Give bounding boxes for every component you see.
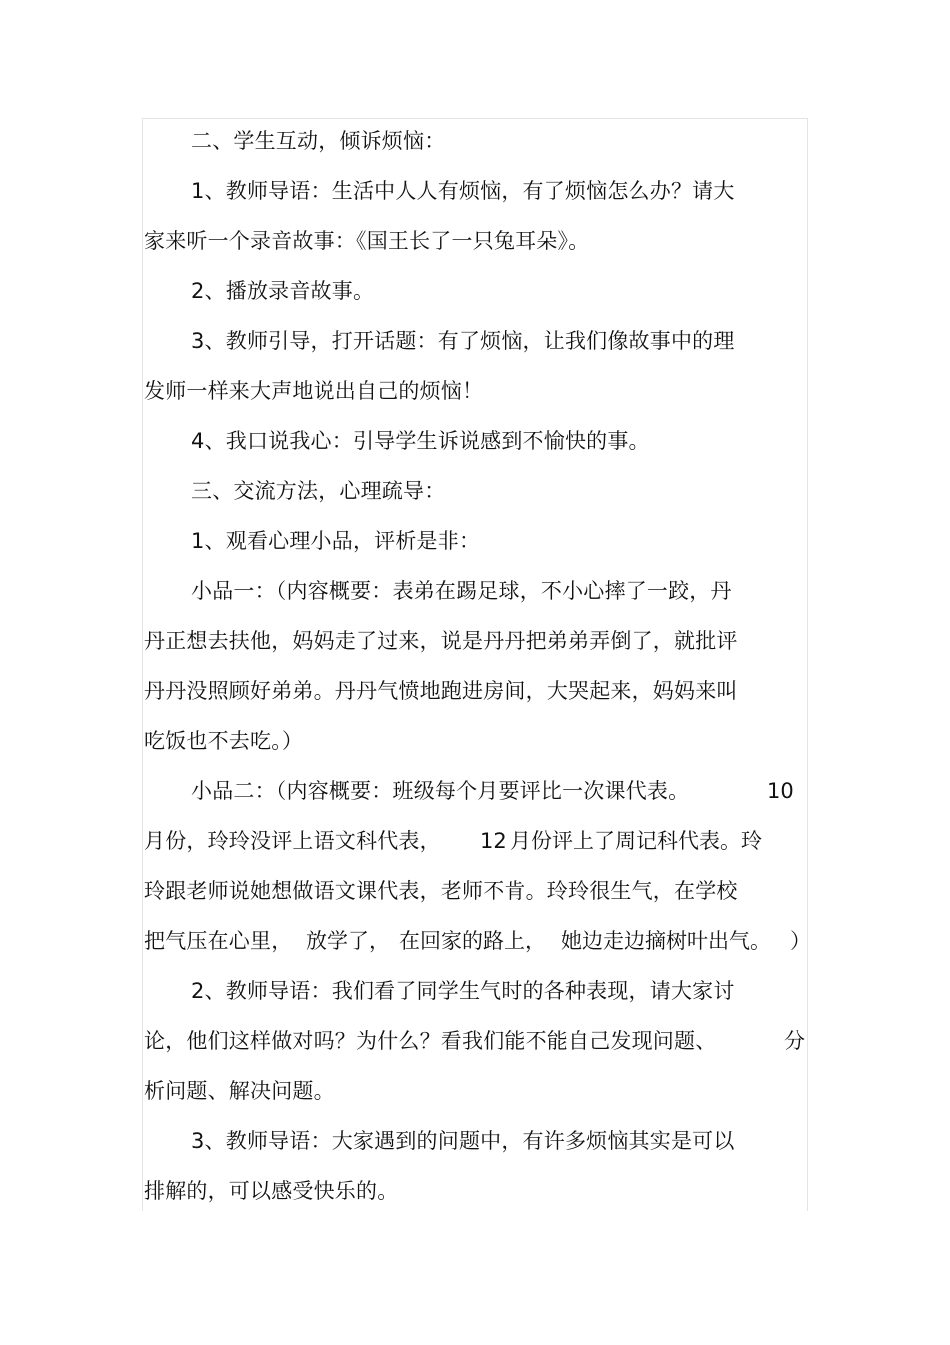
paragraph-line: 4、我口说我心：引导学生诉说感到不愉快的事。 [191,429,650,453]
text-fragment: 她边走边摘树叶出气。 [561,929,771,953]
paragraph-line: 3、教师引导，打开话题：有了烦恼，让我们像故事中的理 [191,329,735,353]
text-fragment: 在回家的路上， [399,929,546,953]
paragraph-line: 小品一：（内容概要：表弟在踢足球，不小心摔了一跤，丹 [191,579,732,603]
paragraph-line: 1、教师导语：生活中人人有烦恼，有了烦恼怎么办？请大 [191,179,735,203]
paragraph-line: 家来听一个录音故事：《国王长了一只兔耳朵》。 [144,229,590,253]
section-heading-2: 二、学生互动，倾诉烦恼： [191,129,446,153]
text-fragment: 分 [784,1029,805,1053]
paragraph-line: 月份，玲玲没评上语文科代表， [144,829,441,853]
text-fragment: 月份评上了周记科代表。玲 [510,829,762,853]
text-fragment: 放学了， [306,929,390,953]
number-fragment: 10 [767,779,794,803]
paragraph-line: 2、教师导语：我们看了同学生气时的各种表现，请大家讨 [191,979,735,1003]
paragraph-line: 丹丹没照顾好弟弟。丹丹气愤地跑进房间，大哭起来，妈妈来叫 [144,679,738,703]
paragraph-line: 1、观看心理小品，评析是非： [191,529,481,553]
text-fragment: ） [790,929,811,953]
paragraph-line: 发师一样来大声地说出自己的烦恼！ [144,379,484,403]
paragraph-line: 小品二：（内容概要：班级每个月要评比一次课代表。 [191,779,690,803]
section-heading-3: 三、交流方法，心理疏导： [191,479,446,503]
paragraph-line: 论，他们这样做对吗？为什么？看我们能不能自己发现问题、 [144,1029,717,1053]
paragraph-line: 玲跟老师说她想做语文课代表，老师不肯。玲玲很生气，在学校 [144,879,738,903]
paragraph-line: 吃饭也不去吃。） [144,729,304,753]
paragraph-line: 2、播放录音故事。 [191,279,375,303]
number-fragment: 12 [480,829,507,853]
paragraph-line: 把气压在心里， [144,929,293,953]
paragraph-line: 析问题、解决问题。 [144,1079,335,1103]
paragraph-line: 3、教师导语：大家遇到的问题中，有许多烦恼其实是可以 [191,1129,735,1153]
paragraph-line: 丹正想去扶他，妈妈走了过来，说是丹丹把弟弟弄倒了，就批评 [144,629,738,653]
paragraph-line: 排解的，可以感受快乐的。 [144,1179,399,1203]
